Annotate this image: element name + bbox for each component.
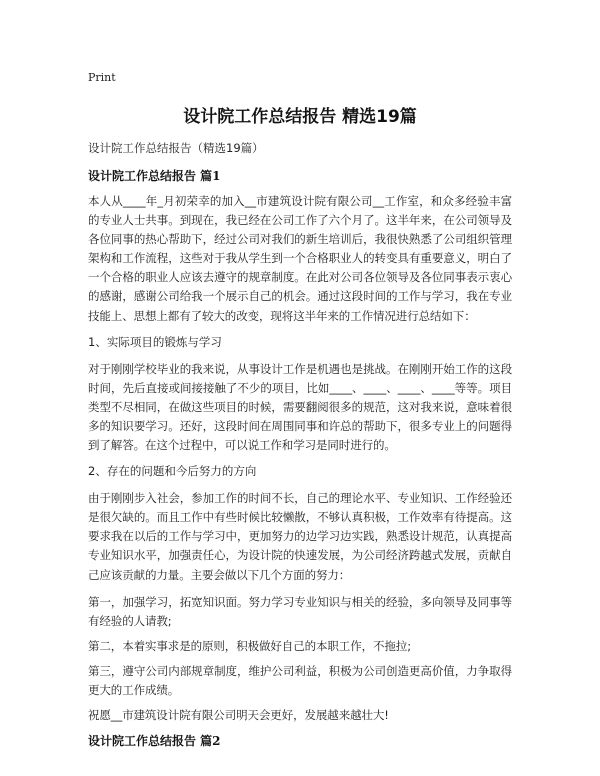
point-third: 第三，遵守公司内部规章制度，维护公司利益，积极为公司创造更高价值，力争取得更大的工作成绩。: [88, 663, 512, 697]
section-heading-1: 设计院工作总结报告 篇1: [88, 169, 221, 183]
point-second: 第二，本着实事求是的原则，积极做好自己的本职工作，不拖拉;: [88, 638, 411, 653]
point-first: 第一，加强学习，拓宽知识面。努力学习专业知识与相关的经验，多向领导及同事等有经验的人请教;: [88, 594, 512, 628]
document-subtitle: 设计院工作总结报告（精选19篇）: [88, 141, 264, 155]
practice-paragraph: 对于刚刚学校毕业的我来说，从事设计工作是机遇也是挑战。在刚刚开始工作的这段时间，先后直接或间接接触了不少的项目，比如____、____、____、____等等。项目类型不尽相同，在做这些项目的时候，需要翻阅很多的规范，这对我来说，意味着很多的知识要学习。还好，这段时间在周围同事和许总的帮助下，很多专业上的问题得到了解答。在这个过程中，可以说工作和学习是同时进行的。: [88, 361, 512, 453]
document-title: 设计院工作总结报告 精选19篇: [183, 107, 417, 127]
subheading-problems: 2、存在的问题和今后努力的方向: [88, 464, 257, 479]
problems-paragraph: 由于刚刚步入社会，参加工作的时间不长，自己的理论水平、专业知识、工作经验还是很欠缺的。而且工作中有些时候比较懒散，不够认真积极，工作效率有待提高。这要求我在以后的工作与学习中，更加努力的边学习边实践，熟悉设计规范，认真提高专业知识水平，加强责任心，为设计院的快速发展，为公司经济跨越式发展，贡献自己应该贡献的力量。主要会做以下几个方面的努力：: [88, 491, 512, 582]
section-heading-2: 设计院工作总结报告 篇2: [88, 734, 221, 749]
closing-wish: 祝愿__市建筑设计院有限公司明天会更好，发展越来越壮大!: [88, 708, 389, 723]
subheading-practice: 1、实际项目的锻炼与学习: [88, 334, 222, 349]
intro-paragraph: 本人从____年_月初荣幸的加入__市建筑设计院有限公司__工作室，和众多经验丰富的专业人士共事。到现在，我已经在公司工作了六个月了。这半年来，在公司领导及各位同事的热心帮助下，经过公司对我们的新生培训后，我很快熟悉了公司组织管理架构和工作流程，这些对于我从学生到一个合格职业人的转变具有重要意义，明白了一个合格的职业人应该去遵守的规章制度。在此对公司各位领导及各位同事表示衷心的感谢，感谢公司给我一个展示自己的机会。通过这段时间的工作与学习，我在专业技能上、思想上都有了较大的改变，现将这半年来的工作情况进行总结如下：: [88, 194, 512, 323]
print-label[interactable]: Print: [88, 71, 116, 84]
